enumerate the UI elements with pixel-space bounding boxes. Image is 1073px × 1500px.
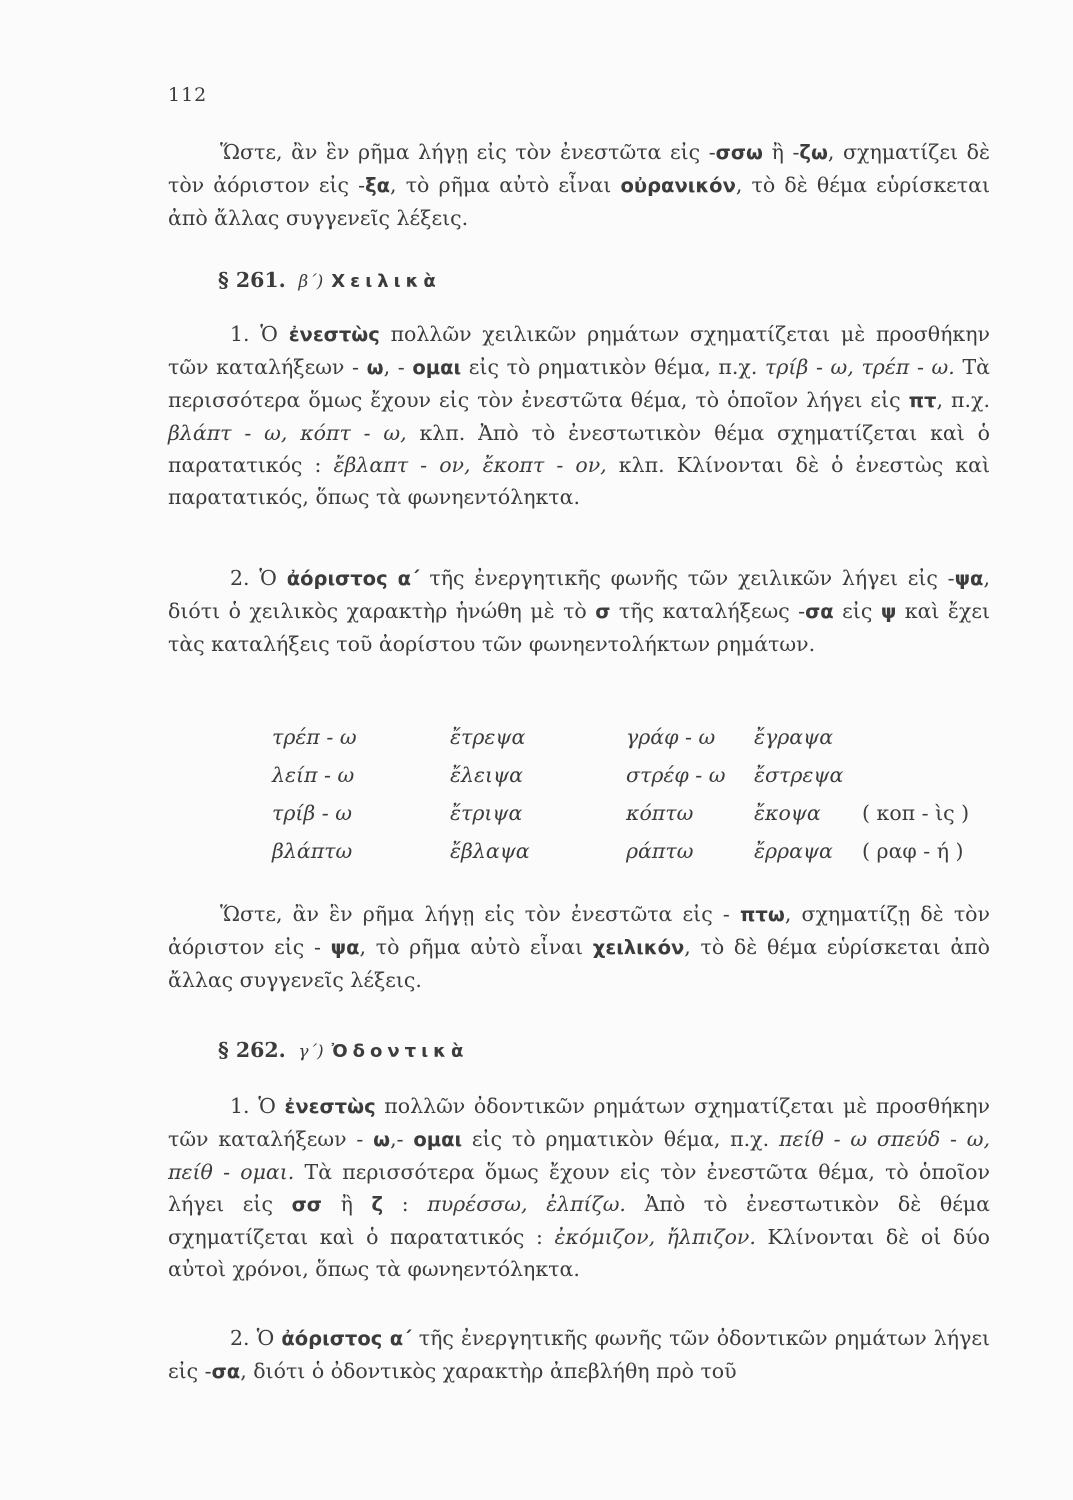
paragraph-ouranika-summary: Ὥστε, ἂν ἓν ρῆμα λήγῃ εἰς τὸν ἐνεστῶτα εἰς -σσω ἢ -ζω, σχηματίζει δὲ τὸν ἀόριστον εἰς -ξα, τὸ ρῆμα αὐτὸ εἶναι οὐρανικόν, τὸ δὲ θέμα εὑρίσκεται ἀπὸ ἄλλας συγγενεῖς λέξεις. [168,140,990,230]
paragraph-cheilika-aorist: 2. Ὁ ἀόριστος α΄ τῆς ἐνεργητικῆς φωνῆς τῶν χειλικῶν λήγει εἰς -ψα, διότι ὁ χειλικὸς χαρακτὴρ ἡνώθη μὲ τὸ σ τῆς καταλήξεως -σα εἰς ψ καὶ ἔχει τὰς καταλήξεις τοῦ ἀορίστου τῶν φωνηεντολήκτων ρημάτων. [168,566,991,656]
paragraph-cheilika-present: 1. Ὁ ἐνεστὼς πολλῶν χειλικῶν ρημάτων σχηματίζεται μὲ προσθήκην τῶν καταλήξεων - ω, - ομαι εἰς τὸ ρηματικὸν θέμα, π.χ. τρίβ - ω, τρέπ - ω. Τὰ περισσότερα ὅμως ἔχουν εἰς τὸν ἐνεστῶτα θέμα, τὸ ὁποῖον λήγει εἰς πτ, π.χ. βλάπτ - ω, κόπτ - ω, κλπ. Ἀπὸ τὸ ἐνεστωτικὸν θέμα σχηματίζεται καὶ ὁ παρατατικός : ἔβλαπτ - ον, ἔκοπτ - ον, κλπ. Κλίνονται δὲ ὁ ἐνεστὼς καὶ παρατατικός, ὅπως τὰ φωνηεντόληκτα. [168,322,990,509]
table-row: τρίβ - ω ἔτριψα κόπτω ἔκοψα ( κοπ - ὶς ) [272,801,970,825]
aorist-examples-table [272,718,969,870]
paragraph-odontika-present: 1. Ὁ ἐνεστὼς πολλῶν ὀδοντικῶν ρημάτων σχηματίζεται μὲ προσθήκην τῶν καταλήξεων - ω,- ομαι εἰς τὸ ρηματικὸν θέμα, π.χ. πείθ - ω σπεύδ - ω, πείθ - ομαι. Τὰ περισσότερα ὅμως ἔχουν εἰς τὸν ἐνεστῶτα θέμα, τὸ ὁποῖον λήγει εἰς σσ ἢ ζ : πυρέσσω, ἐλπίζω. Ἀπὸ τὸ ἐνεστωτικὸν δὲ θέμα σχηματίζεται καὶ ὁ παρατατικός : ἐκόμιζον, ἤλπιζον. Κλίνονται δὲ οἱ δύο αὐτοὶ χρόνοι, ὅπως τὰ φωνηεντόληκτα. [168,1094,990,1281]
paragraph-cheilika-summary: Ὥστε, ἂν ἓν ρῆμα λήγῃ εἰς τὸν ἐνεστῶτα εἰς - πτω, σχηματίζῃ δὲ τὸν ἀόριστον εἰς - ψα, τὸ ρῆμα αὐτὸ εἶναι χειλικόν, τὸ δὲ θέμα εὑρίσκεται ἀπὸ ἄλλας συγγενεῖς λέξεις. [168,902,990,992]
table-row: βλάπτω ἔβλαψα ράπτω ἔρραψα ( ραφ - ή ) [272,839,964,863]
page-number: 112 [168,84,208,106]
section-heading-262: § 262. γ΄) Ὀδοντικὰ [218,1038,469,1062]
paragraph-odontika-aorist: 2. Ὁ ἀόριστος α΄ τῆς ἐνεργητικῆς φωνῆς τῶν ὀδοντικῶν ρημάτων λήγει εἰς -σα, διότι ὁ ὀδοντικὸς χαρακτὴρ ἀπεβλήθη πρὸ τοῦ [168,1326,990,1383]
section-heading-261: § 261. β΄) Χειλικὰ [218,268,441,292]
table-row: λείπ - ω ἔλειψα στρέφ - ω ἔστρεψα [272,763,844,787]
table-row: τρέπ - ω ἔτρεψα γράφ - ω ἔγραψα [272,725,834,749]
